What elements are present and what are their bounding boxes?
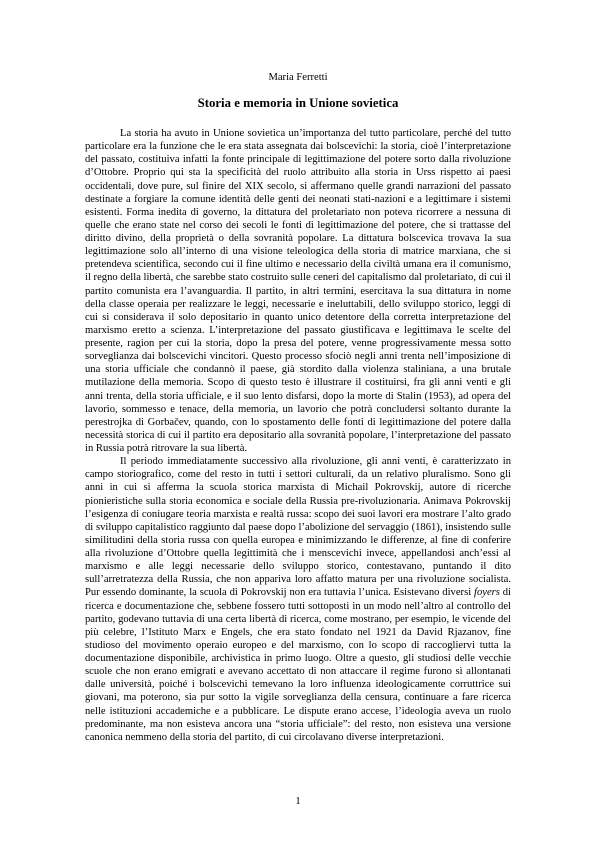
paragraph-1 — [85, 127, 511, 455]
paragraph-2-text-end: di ricerca e documentazione che, sebbene fossero tutti sottoposti in un modo nell’altro al controllo del partito, godevano tuttavia di una certa libertà di ricerca, come mostrano, per esempio, le vicende del più celebre, l’Istituto Marx e Engels, che era stato fondato nel 1921 da David Rjazanov, fine studioso del movimento operaio europeo e del marxismo, con lo scopo di raccogliervi tutta la documentazione disponibile, archivistica in primo luogo. Oltre a questo, gli studiosi delle vecchie scuole che non erano emigrati e avevano accettato di non attaccare il regime furono sì allontanati dalle università, poiché i bolscevichi temevano la loro influenza ideologicamente corruttrice sui giovani, ma poterono, sia pur sotto la vigile sorveglianza della censura, continuare a fare ricerca nelle istituzioni accademiche e a pubblicare. Le dispute erano accese, l’ideologia aveva un ruolo predominante, ma non esisteva ancora una “storia ufficiale”: del resto, non esisteva una versione canonica nemmeno della storia del partito, di cui circolavano diverse interpretazioni. — [85, 587, 511, 743]
article-title: Storia e memoria in Unione sovietica — [197, 96, 399, 110]
author-name: Maria Ferretti — [268, 72, 328, 83]
paragraph-1-text: La storia ha avuto in Unione sovietica un’importanza del tutto particolare, perché del tutto particolare era la funzione che le era stata assegnata dai bolscevichi: la storia, cioè l’interpretazione del passato, costituiva infatti la fonte principale di legittimazione del potere sorto dalla rivoluzione d’Ottobre. Proprio qui sta la specificità del ruolo attribuito alla storia in Urss rispetto ai paesi occidentali, dove pure, sul finire del XIX secolo, si affermano quelle grandi narrazioni del passato destinate a forgiare la comune identità delle genti dei neonati stati-nazioni e a legittimare i sistemi esistenti. Forma inedita di governo, la dittatura del proletariato non poteva ricorrere a nessuna di quelle che erano state nel corso dei secoli le fonti di legittimazione del potere, che si trattasse del diritto divino, della proprietà o della sovranità popolare. La dittatura bolscevica trovava la sua legittimazione solo all’interno di una visione teleologica della storia di matrice marxiana, che si pretendeva scientifica, secondo cui il fine ultimo e necessario della civiltà umana era il comunismo, il regno della libertà, che sarebbe stato costruito sulle ceneri del capitalismo dal proletariato, di cui il partito comunista era l’avanguardia. Il partito, in altri termini, esercitava la sua dittatura in nome della classe operaia per realizzare le leggi, necessarie e ineluttabili, dello sviluppo storico, leggi di cui si considerava il solo depositario in quanto unico detentore della corretta interpretazione del marxismo eretto a scienza. L’interpretazione del passato giustificava e legittimava le scelte del presente, ragion per cui la storia, dopo la presa del potere, venne progressivamente messa sotto sorveglianza dai bolscevichi vincitori. Questo processo sfociò negli anni trenta nell’imposizione di una storia ufficiale che condannò il paese, già stordito dalla violenza staliniana, a una brutale mutilazione della memoria. Scopo di questo testo è illustrare il costituirsi, fra gli anni venti e gli anni trenta, della storia ufficiale, e il suo lento disfarsi, dopo la morte di Stalin (1953), ad opera del lavorio, sommesso e tenace, della memoria, un lavorio che potrà concludersi soltanto durante la perestrojka di Gorbačev, quando, con lo spostamento delle fonti di legittimazione del potere dalla necessità storica di cui il partito era depositario alla sovranità popolare, l’interpretazione del passato in Russia potrà ritrovare la sua libertà. — [85, 128, 511, 454]
article-body — [85, 127, 511, 744]
page-number: 1 — [295, 796, 301, 807]
document-page — [85, 0, 511, 842]
paragraph-2-text-start: Il periodo immediatamente successivo alla rivoluzione, gli anni venti, è caratterizzato in campo storiografico, come del resto in tutti i settori culturali, da un relativo pluralismo. Sono gli anni in cui si afferma la scuola storica marxista di Michail Pokrovskij, autore di ricerche pionieristiche sulla storia economica e sociale della Russia pre-rivoluzionaria. Animava Pokrovskij l’esigenza di coniugare teoria marxista e realtà russa: scopo dei suoi lavori era mostrare l’alto grado di sviluppo capitalistico raggiunto dal paese dopo l’abolizione del servaggio (1861), insistendo sulle similitudini della storia russa con quella europea e minimizzando le differenze, al fine di conferire alla rivoluzione d’Ottobre quella legittimità che i menscevichi invece, appellandosi anch’essi al marxismo e alle leggi necessarie dello sviluppo storico, contestavano, puntando il dito sull’arretratezza della Russia, che non appariva loro affatto matura per una rivoluzione socialista. Pur essendo dominante, la scuola di Pokrovskij non era tuttavia l’unica. Esistevano diversi — [85, 456, 511, 599]
paragraph-2 — [85, 455, 511, 744]
italic-term-foyers: foyers — [474, 587, 500, 599]
